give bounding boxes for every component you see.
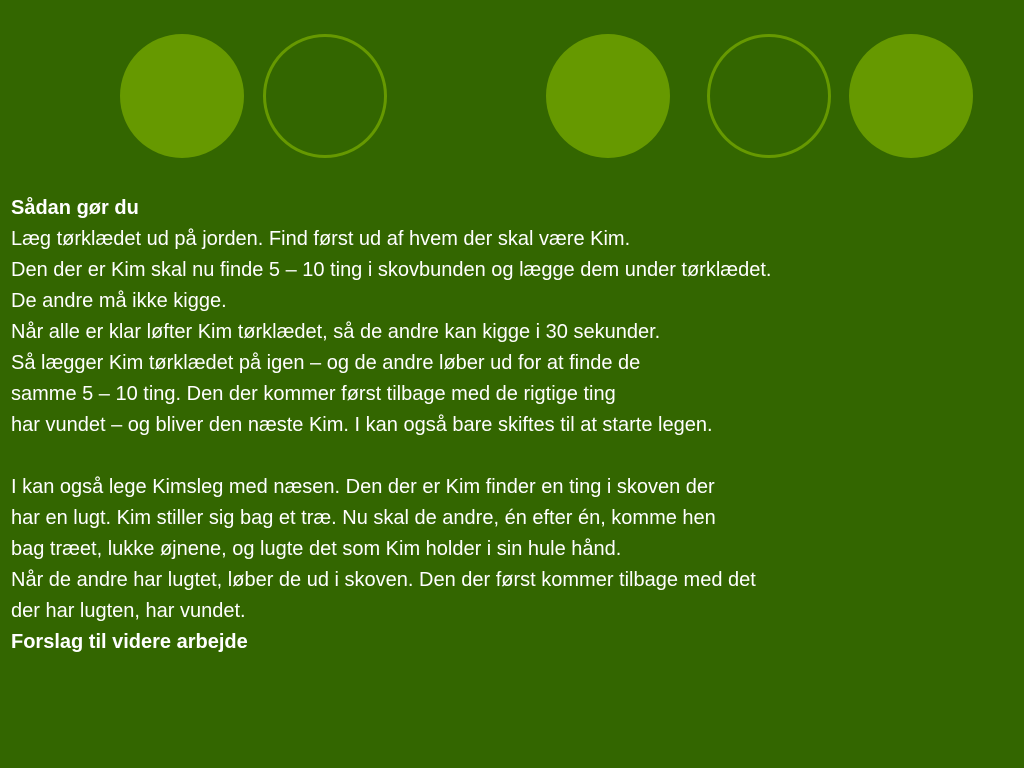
instruction-line: Når alle er klar løfter Kim tørklædet, så de andre kan kigge i 30 sekunder. (11, 321, 661, 343)
variant-line: har en lugt. Kim stiller sig bag et træ. Nu skal de andre, én efter én, komme hen (11, 507, 716, 529)
filled-circle-2 (546, 34, 670, 158)
outline-circle-2 (707, 34, 831, 158)
variant-line: bag træet, lukke øjnene, og lugte det som Kim holder i sin hule hånd. (11, 538, 622, 560)
filled-circle-3 (849, 34, 973, 158)
instruction-line: har vundet – og bliver den næste Kim. I kan også bare skiftes til at starte legen. (11, 414, 713, 436)
instruction-line: Læg tørklædet ud på jorden. Find først ud af hvem der skal være Kim. (11, 228, 631, 250)
instruction-line: Den der er Kim skal nu finde 5 – 10 ting i skovbunden og lægge dem under tørklædet. (11, 259, 772, 281)
variant-line: der har lugten, har vundet. (11, 600, 246, 622)
footer-heading: Forslag til videre arbejde (11, 631, 248, 653)
decorative-circles (0, 0, 1024, 170)
heading: Sådan gør du (11, 197, 139, 219)
instruction-line: samme 5 – 10 ting. Den der kommer først tilbage med de rigtige ting (11, 383, 616, 405)
instruction-line: Så lægger Kim tørklædet på igen – og de andre løber ud for at finde de (11, 352, 641, 374)
paragraph-gap (11, 441, 1016, 472)
variant-line: Når de andre har lugtet, løber de ud i skoven. Den der først kommer tilbage med det (11, 569, 756, 591)
instruction-line: De andre må ikke kigge. (11, 290, 227, 312)
slide-text (11, 193, 1016, 658)
variant-line: I kan også lege Kimsleg med næsen. Den der er Kim finder en ting i skoven der (11, 476, 715, 498)
outline-circle-1 (263, 34, 387, 158)
filled-circle-1 (120, 34, 244, 158)
